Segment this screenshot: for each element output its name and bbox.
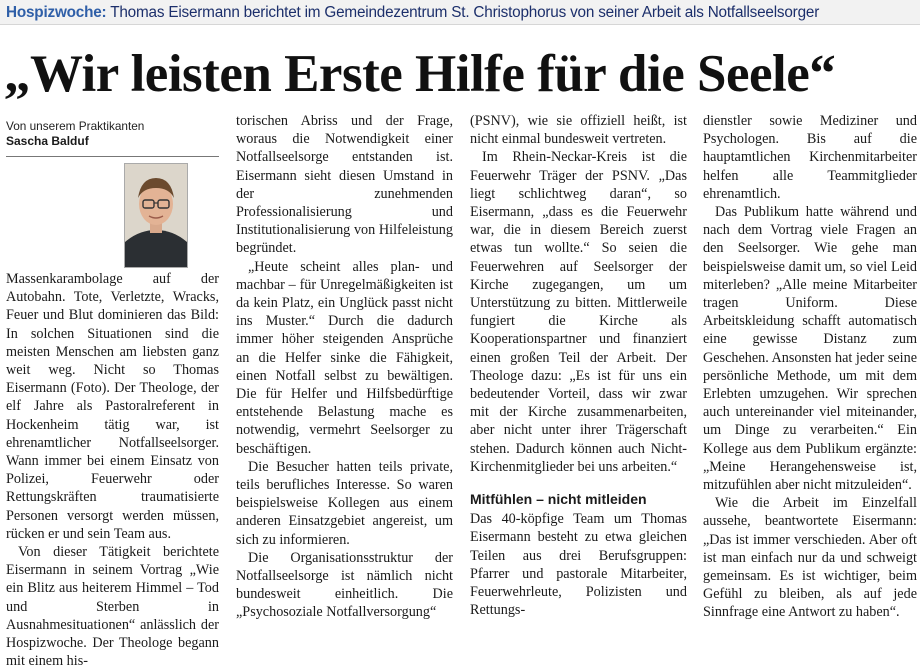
portrait-icon <box>125 164 187 267</box>
article-column-2 <box>236 112 453 622</box>
article-paragraph: Wie die Arbeit im Einzelfall aussehe, beantwortete Eisermann: „Das ist immer verschieden. Aber oft ist man einfach nur da und schweigt gemeinsam. Es ist wichtiger, beim Gefühl zu bleiben, als auf jede Sinnfrage eine Antwort zu haben“. <box>703 495 917 621</box>
kicker-bar <box>0 0 920 25</box>
article-paragraph: Von dieser Tätigkeit berichtete Eisermann in seinem Vortrag „Wie ein Blitz aus heiterem Himmel – Tod und Sterben in Ausnahmesituationen“ anlässlich der Hospizwoche. Der Theologe begann mit einem his- <box>6 544 219 670</box>
article-paragraph: Im Rhein-Neckar-Kreis ist die Feuerwehr Träger der PSNV. „Das liegt schlichtweg daran“, so Eisermann, „dass es die Feuerwehr war, die in diesem Bereich zuerst etwas tun wollte.“ So seien die Feuerwehren auf Seelsorger der Kirche zugegangen, um um Unterstützung zu bitten. Mittlerweile fungiert die Kirche als Kooperationspartner und finanziert einen großen Teil der Arbeit. Der Theologe dazu: „Es ist für uns ein bedeutender Vorteil, dass wir zwar mit der Kirche zusammenarbeiten, aber nicht unter ihrer Trägerschaft stehen. Dadurch können auch Nicht-Kirchenmitglieder bei uns arbeiten.“ <box>470 149 687 475</box>
article-paragraph: torischen Abriss und der Frage, woraus die Notwendigkeit einer Notfallseelsorge entstanden ist. Eisermann sieht diesen Umstand in der zunehmenden Professionalisierung und Institutionalisierung von Hilfeleistung begründet. <box>236 113 453 257</box>
article-paragraph: Die Organisationsstruktur der Notfallseelsorge ist nämlich nicht bundesweit einheitlich. Die „Psychosoziale Notfallversorgung“ <box>236 549 453 621</box>
portrait-photo <box>124 163 188 268</box>
article-paragraph: „Heute scheint alles plan- und machbar – für Unregelmäßigkeiten ist da kein Platz, ein Unglück passt nicht ins Muster.“ Durch die dadurch immer höher steigenden Ansprüche an die Helfer sinke die Fähigkeit, einen Notfall selbst zu bewältigen. Die für Helfer und Hilfsbedürftige entstehende Belastung mache es notwendig, vermehrt Seelsorger zu beschäftigen. <box>236 258 453 457</box>
article-column-1 <box>6 119 219 670</box>
kicker-line <box>6 4 819 22</box>
byline-divider <box>6 156 219 157</box>
article-paragraph: (PSNV), wie sie offiziell heißt, ist nicht einmal bundesweit vertreten. <box>470 113 687 148</box>
byline-author: Sascha Balduf <box>6 134 89 148</box>
byline-intro: Von unserem Praktikanten <box>6 119 145 133</box>
kicker-text: Thomas Eisermann berichtet im Gemeindezentrum St. Christophorus von seiner Arbeit als Notfallseelsorger <box>106 4 820 21</box>
headline: „Wir leisten Erste Hilfe für die Seele“ <box>4 45 836 103</box>
article-column-3 <box>470 112 687 619</box>
kicker-label: Hospizwoche: <box>6 4 107 21</box>
article-paragraph: Massenkarambolage auf der Autobahn. Tote, Verletzte, Wracks, Feuer und Blut dominieren das Bild: In solchen Situationen sind die meisten Menschen am liebsten ganz weit weg. Nicht so Thomas Eisermann (Foto). Der Theologe, der elf Jahre als Pastoralreferent in Hockenheim tätig war, ist ehrenamtlicher Notfallseelsorger. Wann immer bei einem Einsatz von Polizei, Feuerwehr oder Rettungskräften traumatisierte Personen versorgt werden müssen, rücken er und sein Team aus. <box>6 271 219 542</box>
article-paragraph: dienstler sowie Mediziner und Psychologen. Bis auf die hauptamtlichen Kirchenmitarbeiter helfen alle Teammitglieder ehrenamtlich. <box>703 113 917 202</box>
article-column-4 <box>703 112 917 622</box>
article-paragraph: Das 40-köpfige Team um Thomas Eisermann besteht zu etwa gleichen Teilen aus drei Berufsgruppen: Pfarrer und pastorale Mitarbeiter, Feuerwehrleute, Polizisten und Rettungs- <box>470 511 687 619</box>
article-paragraph: Das Publikum hatte während und nach dem Vortrag viele Fragen an den Seelsorger. Wie gehe man beispielsweise damit um, so viel Leid miterleben? „Alle meine Mitarbeiter tragen Uniform. Diese Arbeitskleidung schafft automatisch eine gewisse Distanz zum Geschehen. Ansonsten hat jeder seine persönliche Methode, um mit dem Erlebten umzugehen. Wir sprechen auch untereinander viel miteinander, um Dinge zu verarbeiten.“ Ein Kollege aus dem Publikum ergänzte: „Meine Herangehensweise ist, mitzufühlen aber nicht mitzuleiden“. <box>703 204 917 494</box>
article-paragraph: Die Besucher hatten teils private, teils berufliches Interesse. So waren beispielsweise Kollegen aus einem anderen Einsatzgebiet angereist, um sich zu informieren. <box>236 458 453 548</box>
section-subhead: Mitfühlen – nicht mitleiden <box>470 491 647 508</box>
